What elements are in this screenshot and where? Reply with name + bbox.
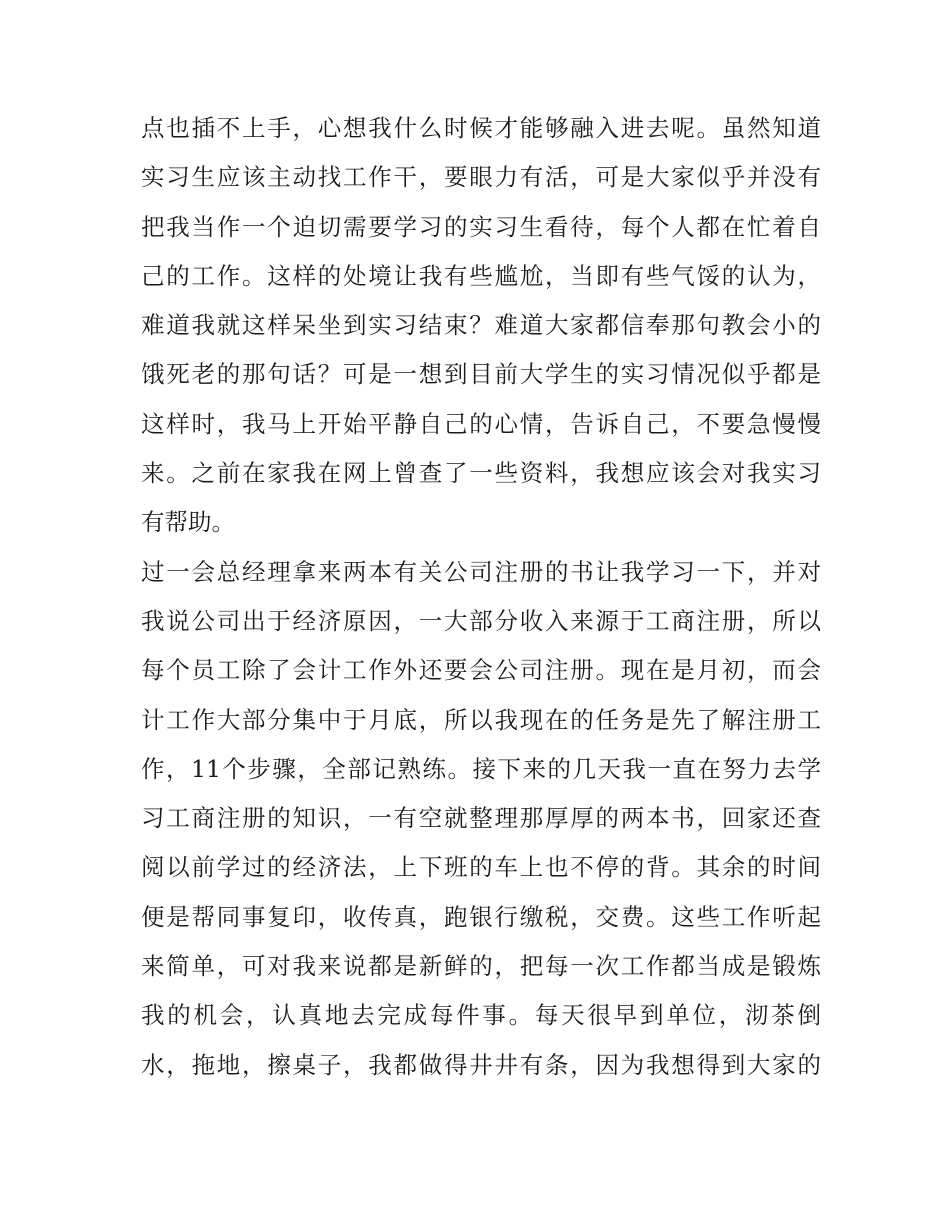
text-line: 来。之前在家我在网上曾查了一些资料，我想应该会对我实习 [141,459,821,488]
text-line: 把我当作一个迫切需要学习的实习生看待，每个人都在忙着自 [141,212,821,241]
text-line: 便是帮同事复印，收传真，跑银行缴税，交费。这些工作听起 [141,902,821,931]
body-text [141,104,821,1090]
text-line: 我说公司出于经济原因，一大部分收入来源于工商注册，所以 [141,606,821,635]
text-line: 水，拖地，擦桌子，我都做得井井有条，因为我想得到大家的 [141,1050,821,1079]
text-line: 习工商注册的知识，一有空就整理那厚厚的两本书，回家还查 [141,804,821,833]
text-line: 每个员工除了会计工作外还要会公司注册。现在是月初，而会 [141,656,821,685]
text-line: 实习生应该主动找工作干，要眼力有活，可是大家似乎并没有 [141,163,821,192]
text-line: 点也插不上手，心想我什么时候才能够融入进去呢。虽然知道 [141,114,821,142]
text-line: 有帮助。 [141,508,235,537]
text-line: 饿死老的那句话？可是一想到目前大学生的实习情况似乎都是 [141,360,821,389]
text-line: 计工作大部分集中于月底，所以我现在的任务是先了解注册工 [141,705,821,734]
text-line: 来简单，可对我来说都是新鲜的，把每一次工作都当成是锻炼 [141,952,821,981]
text-line: 己的工作。这样的处境让我有些尴尬，当即有些气馁的认为， [141,261,821,290]
text-line: 阅以前学过的经济法，上下班的车上也不停的背。其余的时间 [141,853,821,882]
text-line: 作，11个步骤，全部记熟练。接下来的几天我一直在努力去学 [141,754,821,783]
text-line: 难道我就这样呆坐到实习结束？难道大家都信奉那句教会小的 [141,311,821,340]
text-line: 我的机会，认真地去完成每件事。每天很早到单位，沏茶倒 [141,1001,821,1030]
text-line: 过一会总经理拿来两本有关公司注册的书让我学习一下，并对 [141,557,821,586]
text-line: 这样时，我马上开始平静自己的心情，告诉自己，不要急慢慢 [141,409,821,438]
